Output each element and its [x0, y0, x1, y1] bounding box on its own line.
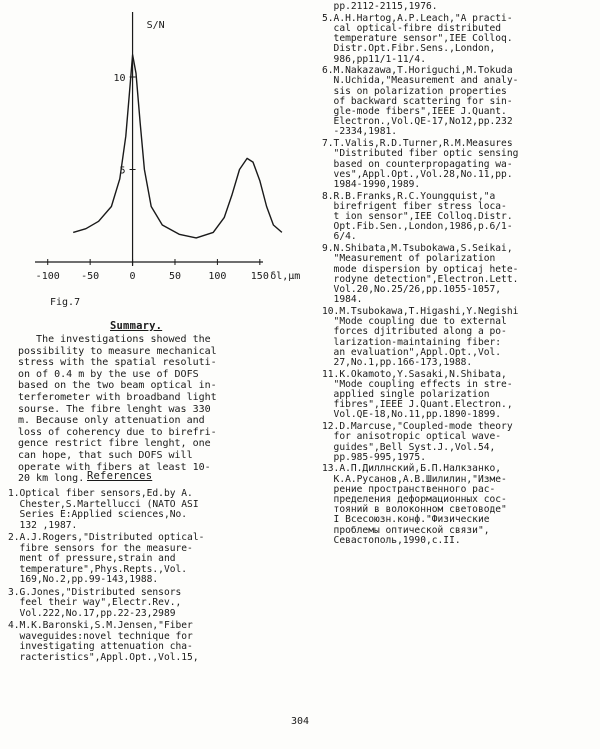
- reference-item: 7.T.Valis,R.D.Turner,R.M.Measures "Distributed fiber optic sensing based on counterpropagating wa- ves",Appl.Opt.,Vol.28,No.11,pp. 1984-1990,1989.: [322, 138, 519, 190]
- summary-text: The investigations showed the possibility to measure mechanical stress with the spatial resoluti- on of 0.4 m by the use of DOFS based on the two beam optical in- terferometer with broadband light sourse. The fibre lenght was 330 m. Because only attenuation and loss of coherency due to birefri- gence restrict fibre lenght, one can hope, that such DOFS will operate with fibers at least 10- 20 km long.: [18, 334, 217, 485]
- reference-item: 4.M.K.Baronski,S.M.Jensen,"Fiber waveguides:novel technique for investigating attenuation cha- racteristics",Appl.Opt.,Vol.15,: [8, 620, 199, 663]
- series-line: [73, 55, 282, 238]
- summary-heading: Summary.: [110, 320, 163, 332]
- reference-item: 12.D.Marcuse,"Coupled-mode theory for anisotropic optical wave- guides",Bell Syst.J.,Vol.54, pp.985-995,1975.: [322, 421, 513, 463]
- reference-item: 1.Optical fiber sensors,Ed.by A. Chester,S.Martellucci (NATO ASI Series E:Applied sciences,No. 132 ,1987.: [8, 488, 199, 531]
- page-number: 304: [290, 716, 310, 727]
- x-tick-label: 100: [208, 271, 227, 282]
- reference-item: 10.M.Tsubokawa,T.Higashi,Y.Negishi "Mode coupling due to external forces djitributed along a po- larization-maintaining fiber: an evaluation",Appl.Opt.,Vol. 27,No.1,pp.166-173,1988.: [322, 305, 519, 368]
- x-tick-label: 0: [129, 271, 136, 282]
- figure-caption: Fig.7: [50, 297, 81, 308]
- reference-item: 6.M.Nakazawa,T.Horiguchi,M.Tokuda N.Uchida,"Measurement and analy- sis on polarization properties of backward scattering for sin- gle-mode fibers",IEEE J.Quant. Electron.,Vol.QE-17,No12,pp.232 -2334,1981.: [322, 65, 519, 138]
- references-list-right: [322, 2, 518, 548]
- x-tick-label: -100: [35, 271, 60, 282]
- x-tick-label: 50: [168, 271, 182, 282]
- y-axis-label: S/N: [146, 20, 165, 31]
- reference-item: pp.2112-2115,1976.: [322, 1, 438, 12]
- figure-7-chart: [0, 0, 300, 300]
- x-axis-label: δl,μm: [270, 271, 300, 282]
- reference-item: 2.A.J.Rogers,"Distributed optical- fibre sensors for the measure- ment of pressure,strain and temperature",Phys.Repts.,Vol. 169,No.2,pp.99-143,1988.: [8, 532, 205, 585]
- reference-item: 11.K.Okamoto,Y.Sasaki,N.Shibata, "Mode coupling effects in stre- applied single polarization fibres",IEEE J.Quant.Electron., Vol.QE-18,No.11,pp.1890-1899.: [322, 368, 513, 421]
- reference-item: 13.А.П.Диллнский,Б.П.Налкзанко, К.А.Русанов,А.В.Шилилин,"Изме- рение пространственного рас- пределения деформационных сос- тояний в волоконном световоде" I Всесоюзн.конф."Физические проблемы оптической связи", Севастополь,1990,с.II.: [322, 463, 507, 546]
- references-heading: References: [87, 470, 153, 482]
- x-tick-label: -50: [81, 271, 100, 282]
- reference-item: 9.N.Shibata,M.Tsubokawa,S.Seikai, "Measurement of polarization mode dispersion by opticaj hete- rodyne detection",Electron.Lett. Vol.20,No.25/26,pp.1055-1057, 1984.: [322, 243, 519, 306]
- reference-item: 8.R.B.Franks,R.C.Youngquist,"a birefrigent fiber stress loca- t ion sensor",IEE Colloq.Distr. Opt.Fib.Sen.,London,1986,p.6/1- 6/4.: [322, 190, 513, 243]
- reference-item: 3.G.Jones,"Distributed sensors feel their way",Electr.Rev., Vol.222,No.17,pp.22-23,2989: [8, 586, 182, 619]
- y-tick-label: 5: [119, 165, 126, 177]
- references-list-left: [8, 489, 204, 665]
- y-tick-label: 10: [113, 73, 126, 84]
- reference-item: 5.A.H.Hartog,A.P.Leach,"A practi- cal optical-fibre distributed temperature sensor",IEE Colloq. Distr.Opt.Fibr.Sens.,London, 986,pp11/1-11/4.: [322, 12, 513, 65]
- right-column: [300, 0, 600, 749]
- x-tick-label: 150: [250, 271, 269, 282]
